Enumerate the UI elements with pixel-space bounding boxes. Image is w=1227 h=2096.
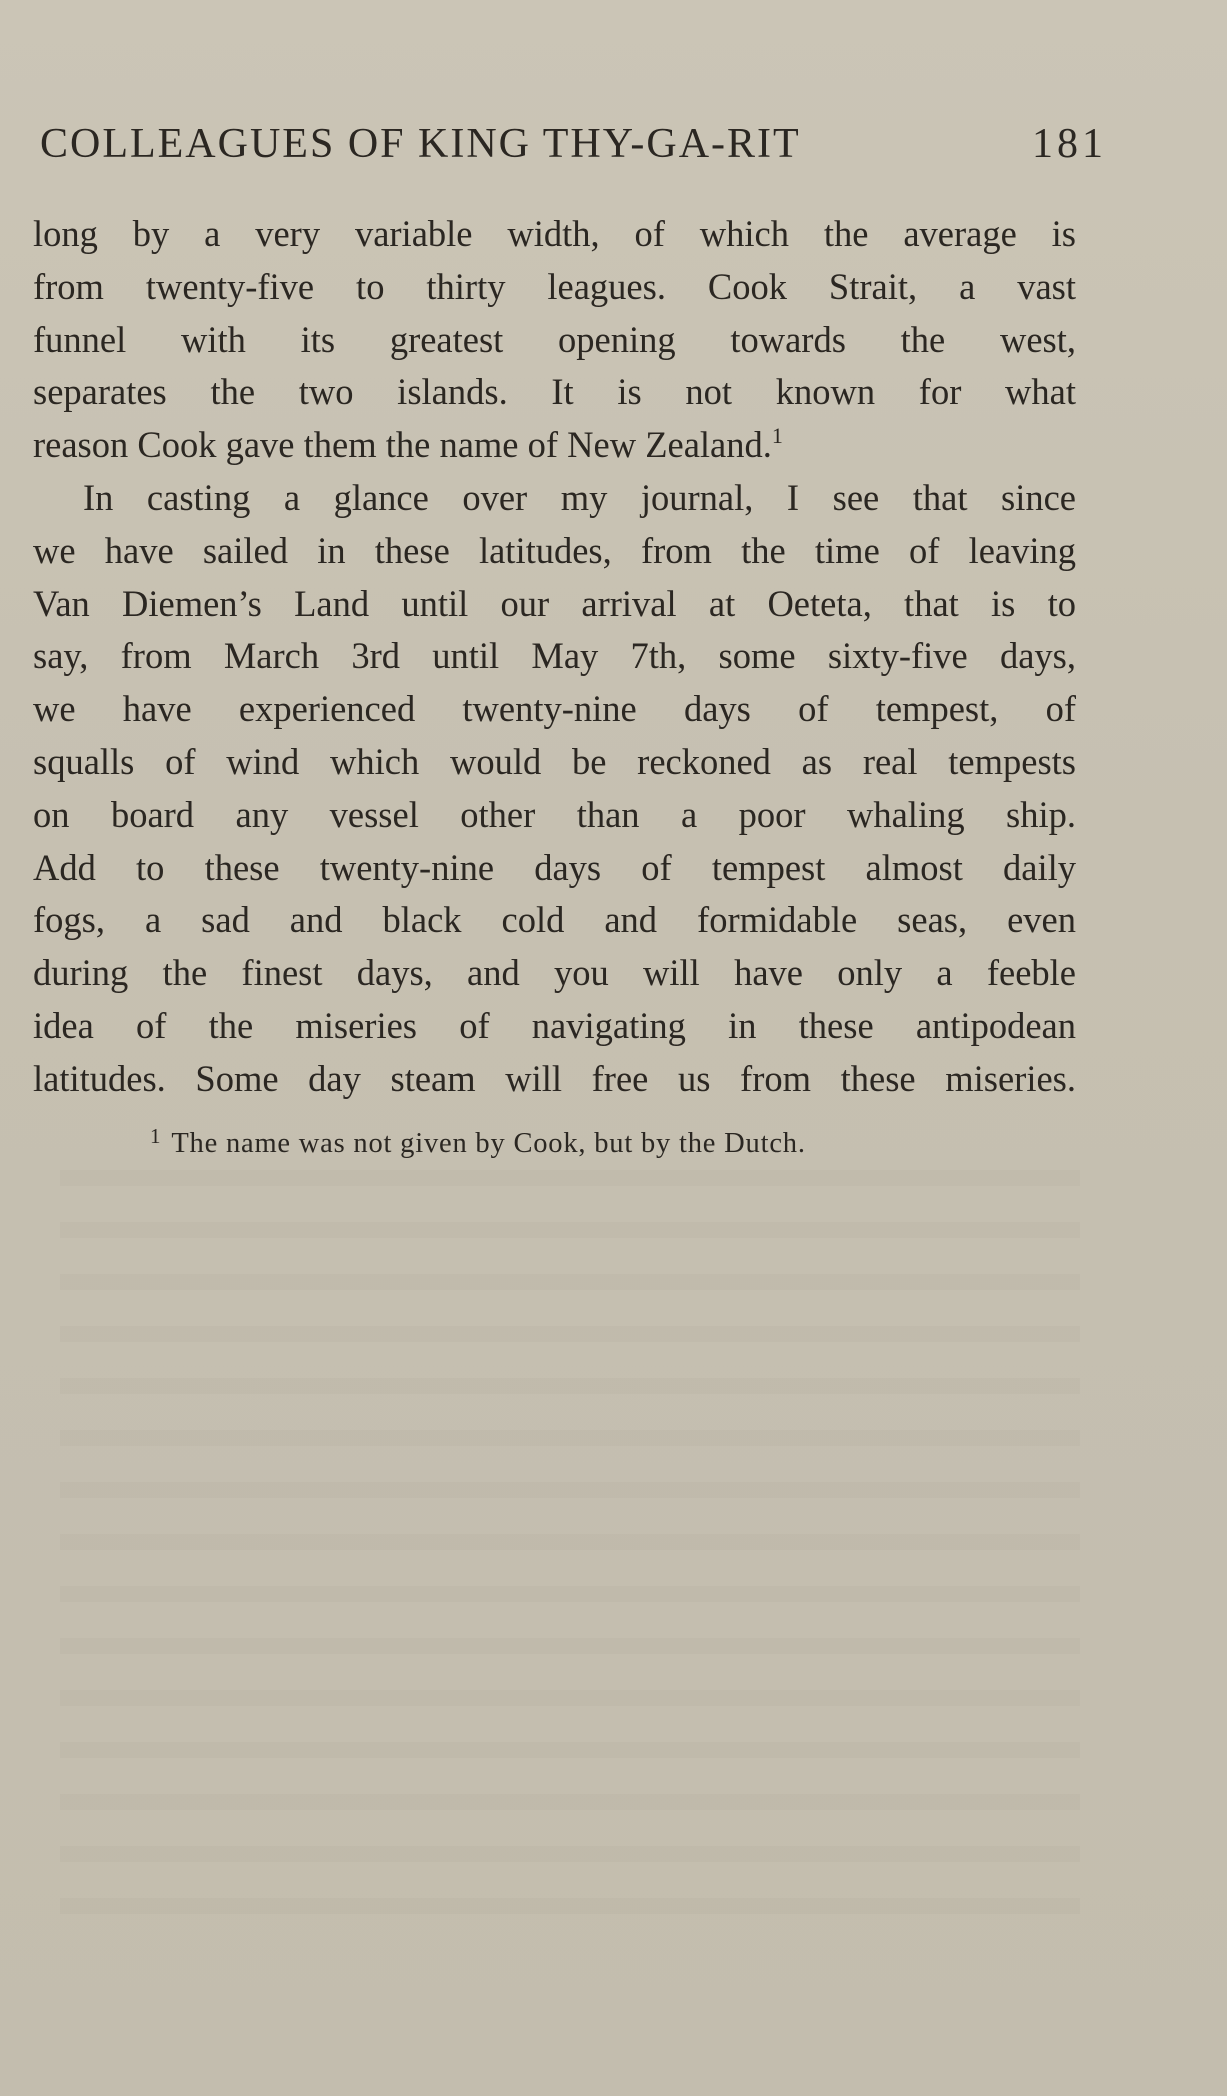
text-line: squalls of wind which would be reckoned as real tempests	[33, 740, 1076, 782]
paragraph-2	[33, 472, 1076, 1106]
footnote-mark: 1	[150, 1124, 162, 1148]
footnote	[150, 1124, 806, 1164]
running-title: COLLEAGUES OF KING THY-GA-RIT	[40, 121, 801, 167]
text-line: Add to these twenty-nine days of tempest almost daily	[33, 846, 1076, 888]
text-line: from twenty-five to thirty leagues. Cook Strait, a vast	[33, 265, 1076, 307]
text-line: In casting a glance over my journal, I see that since	[83, 476, 1076, 518]
text-line: latitudes. Some day steam will free us from these miseries.	[33, 1057, 1076, 1099]
text-line: funnel with its greatest opening towards the west,	[33, 318, 1076, 360]
text-line: Van Diemen’s Land until our arrival at Oeteta, that is to	[33, 582, 1076, 624]
footnote-reference: 1	[771, 423, 783, 449]
text-line-content: reason Cook gave them the name of New Zealand.	[33, 424, 772, 466]
footnote-text: The name was not given by Cook, but by the Dutch.	[171, 1128, 806, 1159]
page-number: 181	[1032, 121, 1107, 167]
text-line: say, from March 3rd until May 7th, some sixty-five days,	[33, 635, 1076, 677]
running-head	[40, 118, 1107, 170]
text-line: we have experienced twenty-nine days of tempest, of	[33, 688, 1076, 730]
text-line: idea of the miseries of navigating in these antipodean	[33, 1004, 1076, 1046]
paragraph-1	[33, 208, 1076, 472]
text-line: separates the two islands. It is not known for what	[33, 371, 1076, 413]
body-text	[33, 208, 1076, 1106]
text-line: fogs, a sad and black cold and formidable seas, even	[33, 899, 1076, 941]
show-through-texture	[60, 1170, 1080, 1930]
text-line: on board any vessel other than a poor whaling ship.	[33, 793, 1076, 835]
text-line: we have sailed in these latitudes, from the time of leaving	[33, 529, 1076, 571]
text-line	[33, 419, 1076, 472]
text-line: during the finest days, and you will have only a feeble	[33, 952, 1076, 994]
text-line: long by a very variable width, of which the average is	[33, 213, 1076, 254]
